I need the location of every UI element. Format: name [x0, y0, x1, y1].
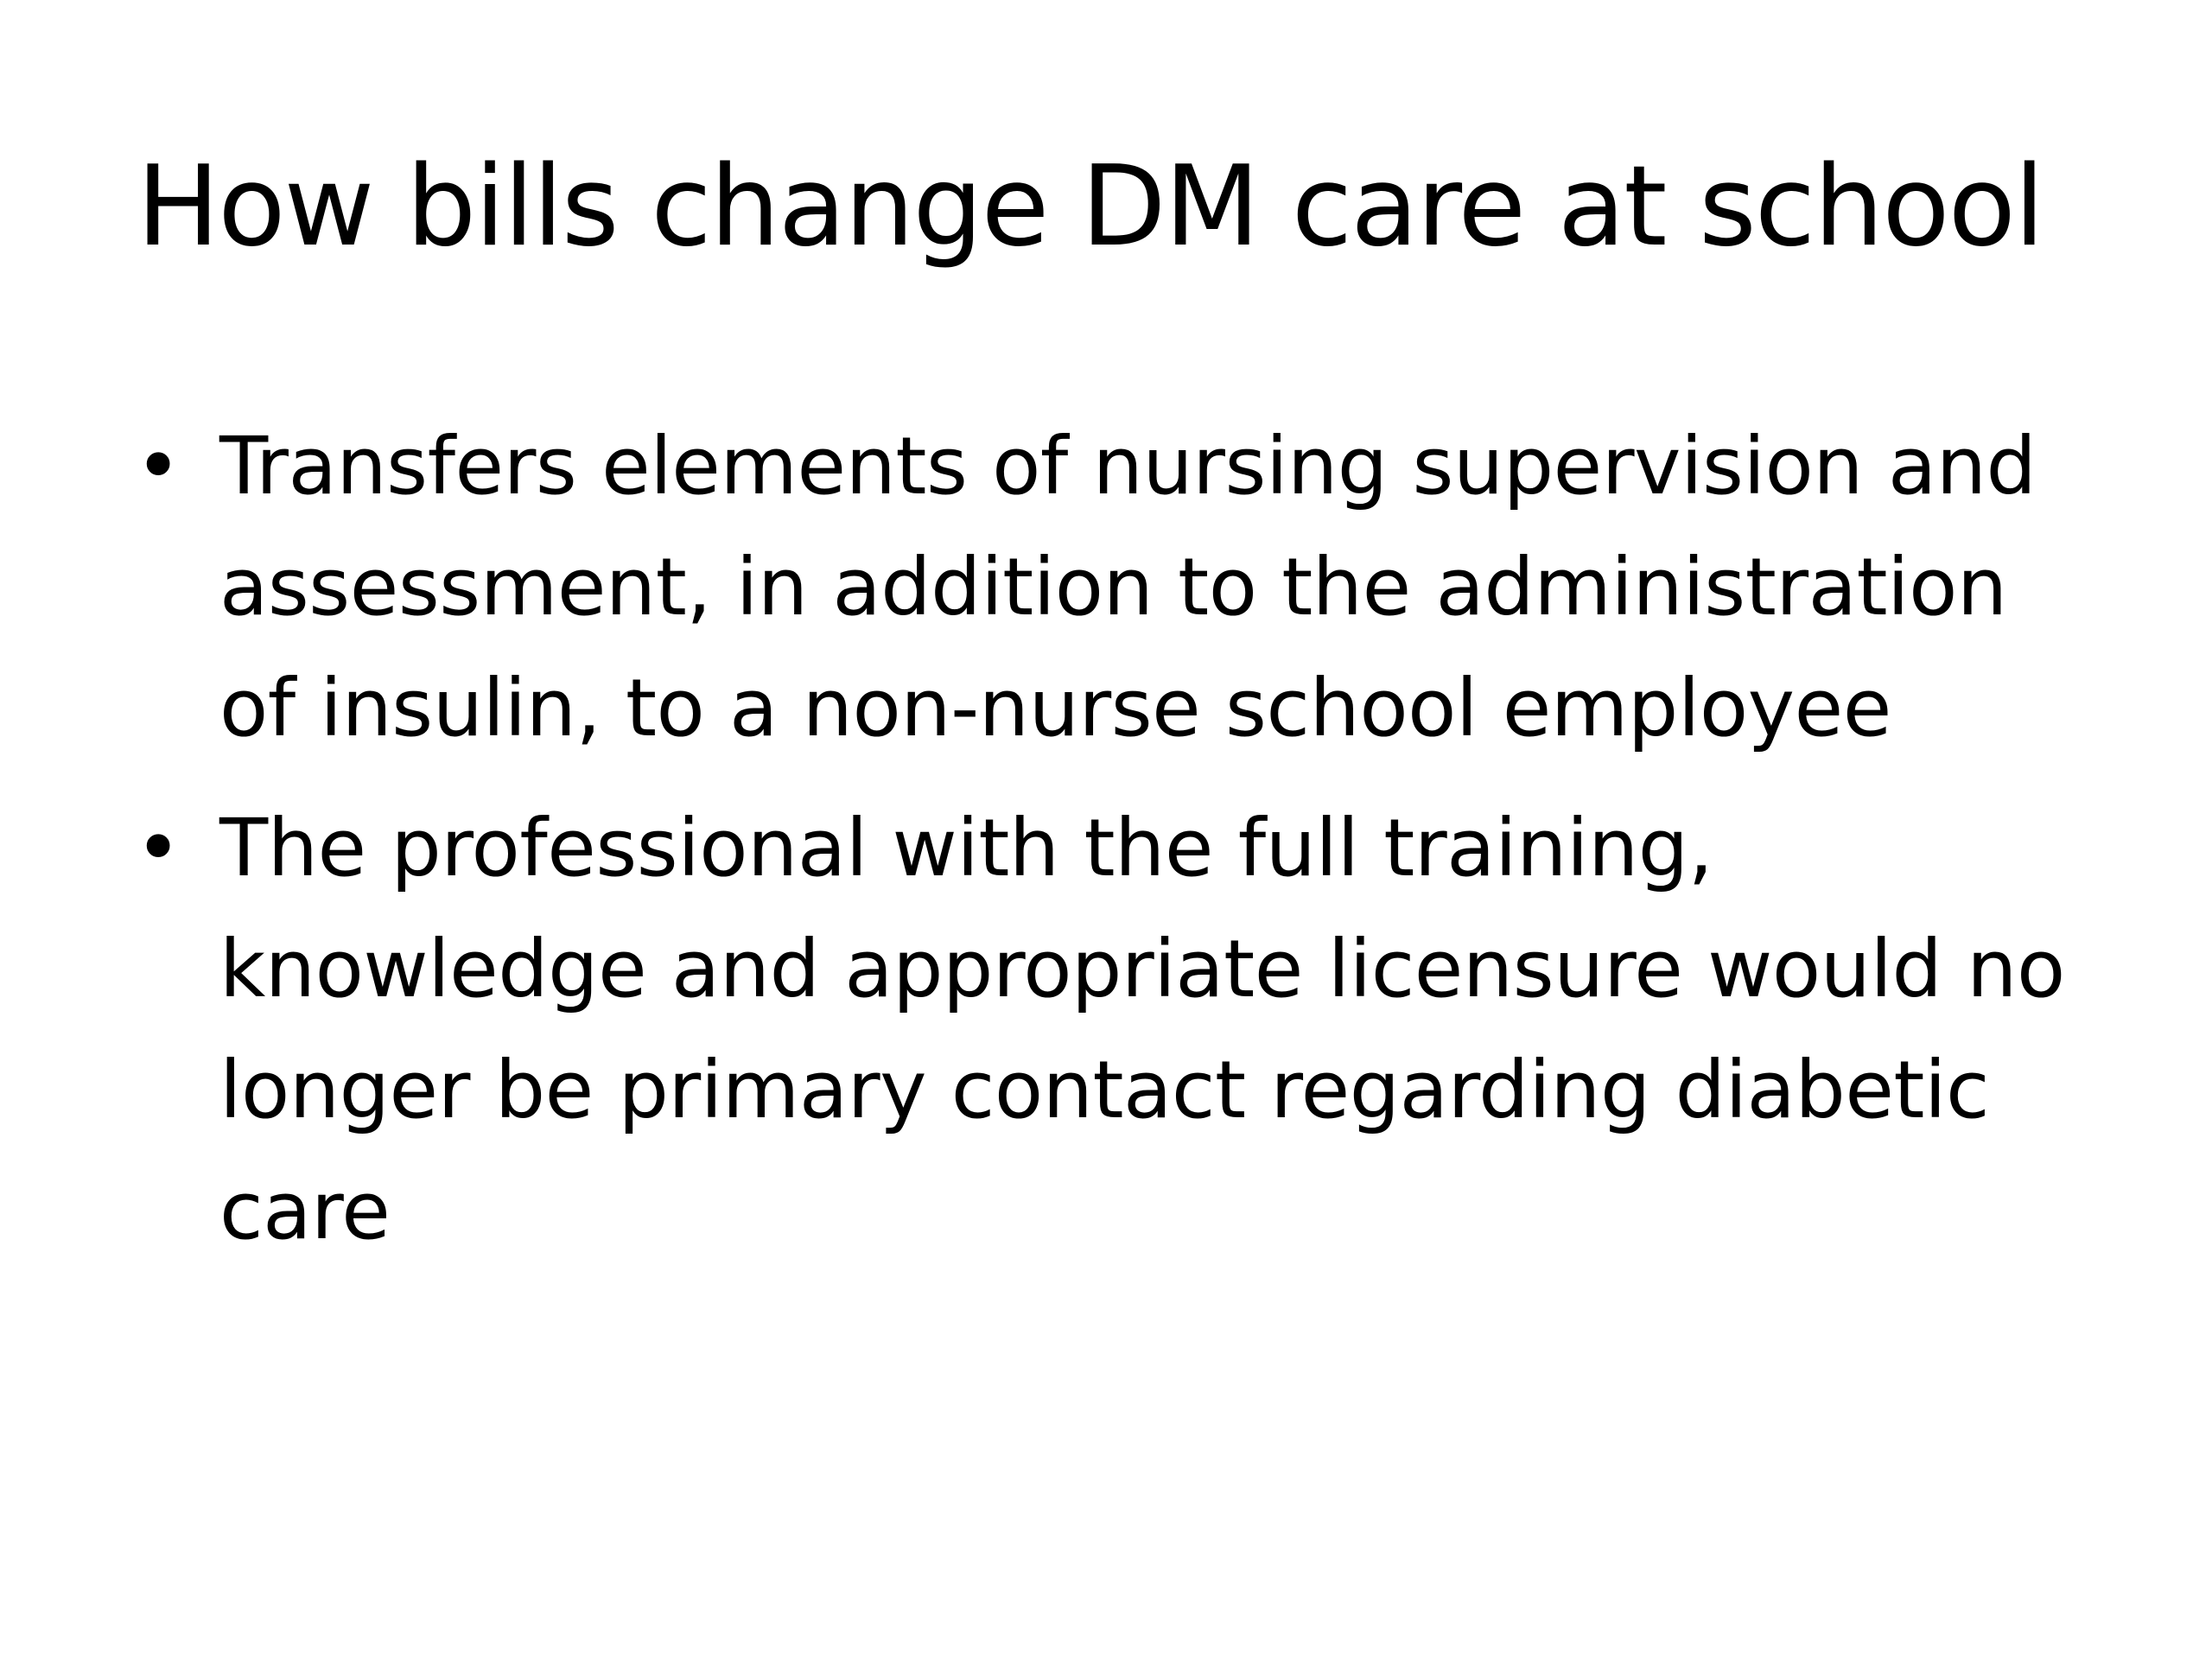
bullet-text: The professional with the full training, knowledge and appropriate licensure would no longer be primary contact regarding diabetic care	[219, 802, 2065, 1257]
bullet-list	[130, 406, 2082, 1291]
slide-title: How bills change DM care at school	[137, 143, 2044, 271]
bullet-item	[130, 788, 2082, 1272]
bullet-dot-icon: •	[135, 802, 181, 894]
bullet-item	[130, 406, 2082, 769]
bullet-dot-icon: •	[135, 420, 181, 512]
bullet-text: Transfers elements of nursing supervision and assessment, in addition to the administration of insulin, to a non-nurse school employee	[219, 420, 2037, 754]
